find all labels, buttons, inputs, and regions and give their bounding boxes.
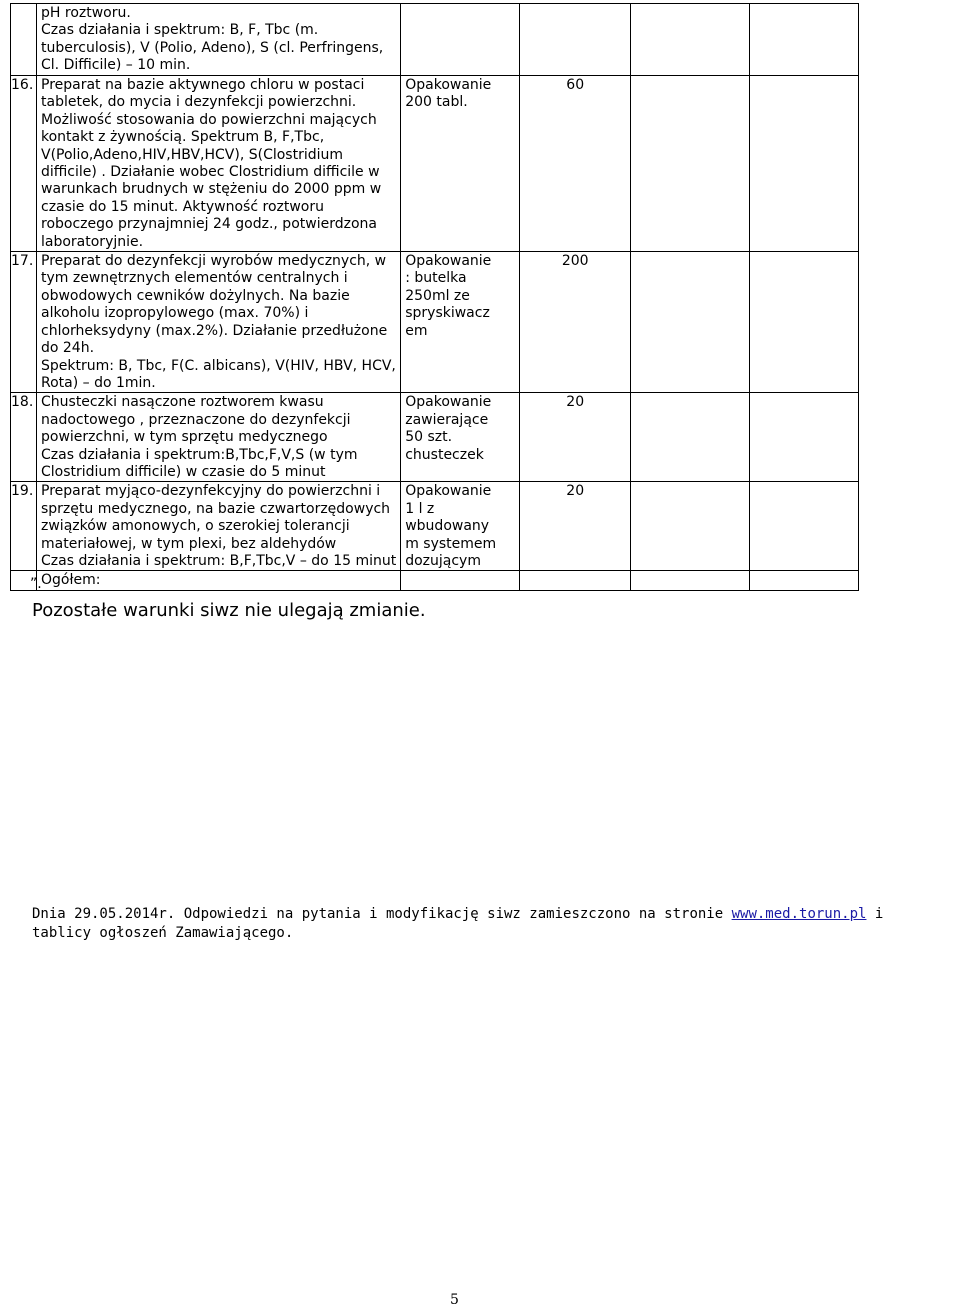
packaging-line: 1 l z	[405, 500, 435, 517]
description-line: warunkach brudnych w stężeniu do 2000 ppm w	[41, 181, 382, 198]
closing-statement: Pozostałe warunki siwz nie ulegają zmianie.	[32, 600, 426, 621]
packaging-line: Opakowanie	[405, 394, 492, 411]
row-number: 16.	[11, 76, 37, 252]
description-line: chlorheksydyny (max.2%). Działanie przedłużone	[41, 322, 388, 339]
row-description	[37, 76, 401, 252]
table-row-18	[11, 393, 859, 482]
description-line: V(Polio,Adeno,HIV,HBV,HCV), S(Clostridium	[41, 146, 344, 163]
row-empty-cell	[750, 393, 859, 482]
description-line: nadoctowego , przeznaczone do dezynfekcji	[41, 411, 351, 428]
closing-quote: ”.	[30, 576, 42, 592]
row-quantity	[520, 571, 631, 590]
description-line: tabletek, do mycia i dezynfekcji powierzchni.	[41, 94, 357, 111]
packaging-line: spryskiwacz	[405, 305, 490, 322]
description-line: Chusteczki nasączone roztworem kwasu	[41, 394, 324, 411]
row-packaging	[401, 252, 520, 393]
packaging-line: em	[405, 322, 428, 339]
packaging-line: 200 tabl.	[405, 94, 468, 111]
description-line: Cl. Difficile) – 10 min.	[41, 57, 191, 74]
row-empty-cell	[631, 252, 750, 393]
description-line: do 24h.	[41, 340, 95, 357]
packaging-line: zawierające	[405, 411, 489, 428]
row-empty-cell	[750, 482, 859, 571]
description-line: laboratoryjnie.	[41, 233, 144, 250]
row-empty-cell	[750, 571, 859, 590]
table-row-16	[11, 76, 859, 252]
table-row-17	[11, 252, 859, 393]
table-row-continuation	[11, 4, 859, 76]
row-quantity: 20	[520, 482, 631, 571]
row-number	[11, 4, 37, 76]
description-line: Spektrum: B, Tbc, F(C. albicans), V(HIV, HBV, HCV,	[41, 357, 396, 374]
row-description	[37, 252, 401, 393]
row-packaging	[401, 571, 520, 590]
row-description	[37, 482, 401, 571]
table-row-total	[11, 571, 859, 590]
packaging-line: 250ml ze	[405, 287, 470, 304]
packaging-line: : butelka	[405, 270, 467, 287]
row-empty-cell	[631, 393, 750, 482]
row-empty-cell	[631, 482, 750, 571]
packaging-line: dozującym	[405, 552, 481, 569]
packaging-line: wbudowany	[405, 518, 490, 535]
description-line: Możliwość stosowania do powierzchni mających	[41, 111, 377, 128]
description-line: Preparat na bazie aktywnego chloru w postaci	[41, 77, 365, 93]
footer-note	[32, 905, 912, 943]
row-packaging	[401, 393, 520, 482]
row-description	[37, 4, 401, 76]
row-empty-cell	[631, 571, 750, 590]
packaging-line: chusteczek	[405, 446, 484, 463]
packaging-line: Opakowanie	[405, 253, 492, 270]
row-number: 17.	[11, 252, 37, 393]
packaging-line: 50 szt.	[405, 429, 453, 446]
description-line: alkoholu izopropylowego (max. 70%) i	[41, 305, 309, 322]
row-packaging	[401, 76, 520, 252]
description-line: czasie do 15 minut. Aktywność roztworu	[41, 198, 324, 215]
description-line: związków amonowych, o szerokiej tolerancji	[41, 518, 350, 535]
row-empty-cell	[631, 4, 750, 76]
description-line: tym zewnętrznych elementów centralnych i	[41, 270, 348, 287]
products-table	[10, 3, 859, 591]
description-line: Czas działania i spektrum: B,F,Tbc,V – do 15 minut	[41, 552, 397, 569]
description-line: Preparat myjąco-dezynfekcyjny do powierzchni i	[41, 483, 381, 500]
row-packaging	[401, 482, 520, 571]
row-quantity: 20	[520, 393, 631, 482]
row-quantity	[520, 4, 631, 76]
table-row-19	[11, 482, 859, 571]
row-empty-cell	[750, 252, 859, 393]
description-line: kontakt z żywnością. Spektrum B, F,Tbc,	[41, 129, 325, 146]
description-line: Czas działania i spektrum:B,Tbc,F,V,S (w tym	[41, 446, 358, 463]
description-line: roboczego przynajmniej 24 godz., potwierdzona	[41, 216, 377, 233]
row-packaging	[401, 4, 520, 76]
row-description	[37, 393, 401, 482]
total-label: Ogółem:	[37, 571, 401, 590]
row-quantity: 60	[520, 76, 631, 252]
description-line: Clostridium difficile) w czasie do 5 minut	[41, 463, 326, 480]
description-line: materiałowej, w tym plexi, bez aldehydów	[41, 535, 337, 552]
footer-text: Dnia 29.05.2014r. Odpowiedzi na pytania i modyfikację siwz zamieszczono na stronie	[32, 906, 732, 922]
description-line: tuberculosis), V (Polio, Adeno), S (cl. Perfringens,	[41, 39, 384, 56]
page-number: 5	[450, 1292, 459, 1308]
footer-text-after: i tablicy ogłoszeń Zamawiającego.	[32, 906, 884, 941]
packaging-line: Opakowanie	[405, 77, 492, 93]
description-line: Czas działania i spektrum: B, F, Tbc (m.	[41, 22, 319, 39]
description-line: difficile) . Działanie wobec Clostridium difficile w	[41, 164, 380, 181]
row-empty-cell	[750, 76, 859, 252]
row-quantity: 200	[520, 252, 631, 393]
description-line: powierzchni, w tym sprzętu medycznego	[41, 429, 328, 446]
description-line: obwodowych cewników dożylnych. Na bazie	[41, 287, 350, 304]
row-number: 19.	[11, 482, 37, 571]
description-line: Preparat do dezynfekcji wyrobów medycznych, w	[41, 253, 387, 270]
row-number: 18.	[11, 393, 37, 482]
packaging-line: Opakowanie	[405, 483, 492, 500]
description-line: pH roztworu.	[41, 5, 131, 21]
packaging-line: m systemem	[405, 535, 497, 552]
description-line: Rota) – do 1min.	[41, 374, 156, 391]
website-link[interactable]: www.med.torun.pl	[731, 906, 867, 922]
description-line: sprzętu medycznego, na bazie czwartorzędowych	[41, 500, 391, 517]
row-empty-cell	[631, 76, 750, 252]
row-empty-cell	[750, 4, 859, 76]
